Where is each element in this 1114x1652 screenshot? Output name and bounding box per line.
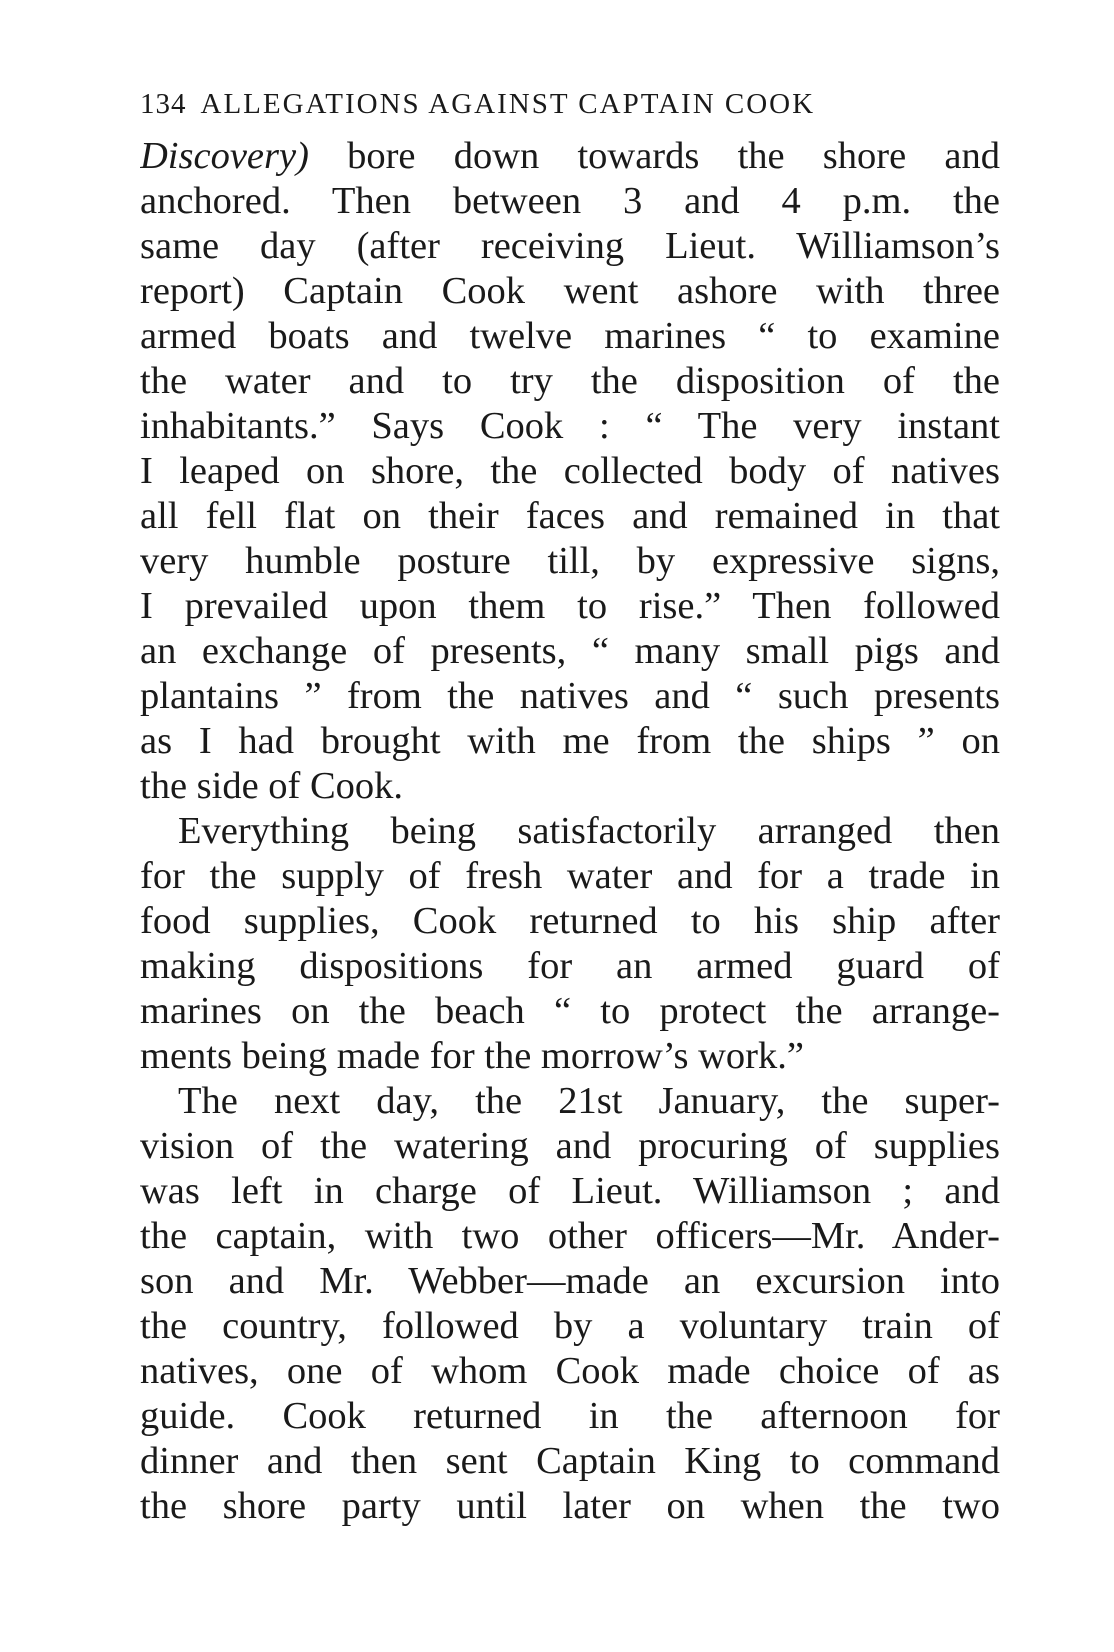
text-line: the shore party until later on when the two xyxy=(140,1485,1000,1527)
text-line: the side of Cook. xyxy=(140,765,404,807)
text-line: anchored. Then between 3 and 4 p.m. the xyxy=(140,180,1000,222)
text-line: vision of the watering and procuring of supplies xyxy=(140,1125,1000,1167)
text-line: son and Mr. Webber—made an excursion into xyxy=(140,1260,1000,1302)
text-line: armed boats and twelve marines “ to examine xyxy=(140,315,1000,357)
text-line: making dispositions for an armed guard of xyxy=(140,945,1000,987)
text-line: The next day, the 21st January, the super- xyxy=(178,1080,1000,1122)
page-number: 134 xyxy=(140,88,187,120)
text-line: Everything being satisfactorily arranged then xyxy=(178,810,1000,852)
text-line: food supplies, Cook returned to his ship after xyxy=(140,900,1000,942)
text-line: Discovery) bore down towards the shore and xyxy=(140,135,1000,177)
text-line: all fell flat on their faces and remained in that xyxy=(140,495,1000,537)
body-text xyxy=(140,134,1000,1529)
paragraph-2 xyxy=(140,809,1000,1079)
text-line: the captain, with two other officers—Mr. Ander- xyxy=(140,1215,1000,1257)
text-line: I leaped on shore, the collected body of natives xyxy=(140,450,1000,492)
text-line: natives, one of whom Cook made choice of as xyxy=(140,1350,1000,1392)
text-line: was left in charge of Lieut. Williamson ; and xyxy=(140,1170,1000,1212)
text-line: very humble posture till, by expressive signs, xyxy=(140,540,1000,582)
text-line: ments being made for the morrow’s work.” xyxy=(140,1035,804,1077)
text-line: marines on the beach “ to protect the arrange- xyxy=(140,990,1000,1032)
text-line: dinner and then sent Captain King to command xyxy=(140,1440,1000,1482)
text-line: the country, followed by a voluntary train of xyxy=(140,1305,1000,1347)
text-line: report) Captain Cook went ashore with three xyxy=(140,270,1000,312)
italic-text: Discovery) xyxy=(140,135,309,177)
running-title: ALLEGATIONS AGAINST CAPTAIN COOK xyxy=(200,88,816,120)
text-line: guide. Cook returned in the afternoon for xyxy=(140,1395,1000,1437)
book-page xyxy=(140,82,1000,1529)
text-line: for the supply of fresh water and for a trade in xyxy=(140,855,1000,897)
paragraph-3 xyxy=(140,1079,1000,1529)
text-line: I prevailed upon them to rise.” Then followed xyxy=(140,585,1000,627)
running-head xyxy=(140,82,1000,134)
text-line: an exchange of presents, “ many small pigs and xyxy=(140,630,1000,672)
text-line: inhabitants.” Says Cook : “ The very instant xyxy=(140,405,1000,447)
text-line: same day (after receiving Lieut. Williamson’s xyxy=(140,225,1000,267)
paragraph-1 xyxy=(140,134,1000,809)
text-line: as I had brought with me from the ships ” on xyxy=(140,720,1000,762)
text-line: plantains ” from the natives and “ such presents xyxy=(140,675,1000,717)
text-line: the water and to try the disposition of the xyxy=(140,360,1000,402)
